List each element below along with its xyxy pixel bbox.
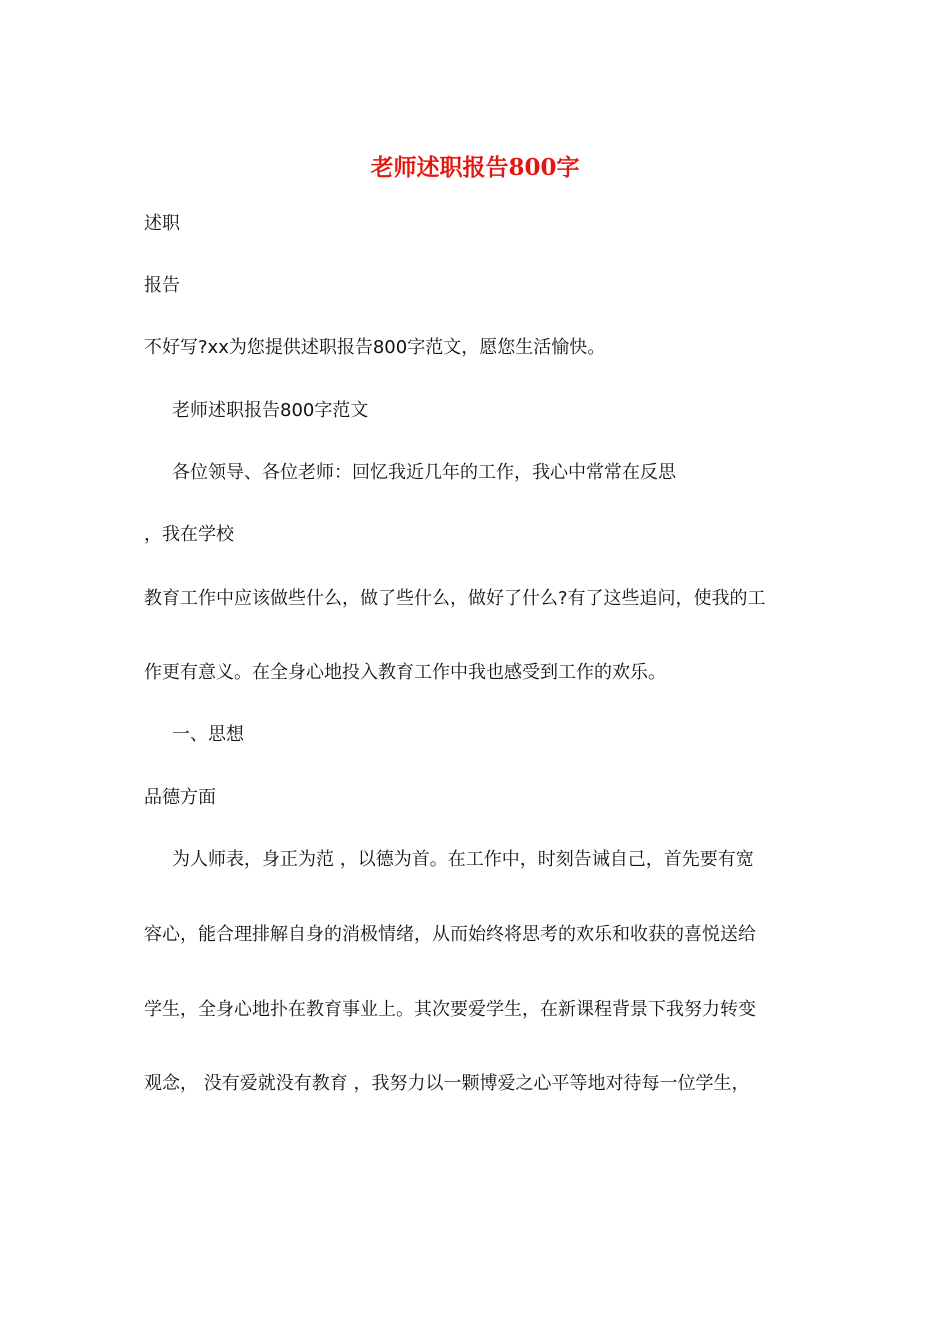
paragraph-line: 老师述职报告800字范文: [172, 400, 369, 421]
paragraph-line: 品德方面: [144, 787, 216, 808]
paragraph-line: 为人师表，身正为范 ，以德为首。在工作中，时刻告诫自己，首先要有宽: [172, 849, 754, 870]
paragraph-line: 容心，能合理排解自身的消极情绪，从而始终将思考的欢乐和收获的喜悦送给: [144, 924, 756, 945]
paragraph-line: 报告: [144, 275, 180, 296]
paragraph-line: 各位领导、各位老师：回忆我近几年的工作，我心中常常在反思: [172, 462, 676, 483]
paragraph-line: ，我在学校: [144, 524, 234, 545]
document-title: 老师述职报告800字: [370, 154, 580, 181]
paragraph-line: 观念， 没有爱就没有教育 ，我努力以一颗博爱之心平等地对待每一位学生，: [144, 1073, 750, 1094]
paragraph-line: 一、思想: [172, 724, 244, 745]
paragraph-line: 不好写?xx为您提供述职报告800字范文，愿您生活愉快。: [144, 337, 606, 358]
paragraph-line: 学生，全身心地扑在教育事业上。其次要爱学生，在新课程背景下我努力转变: [144, 999, 756, 1020]
paragraph-line: 作更有意义。在全身心地投入教育工作中我也感受到工作的欢乐。: [144, 662, 666, 683]
paragraph-line: 教育工作中应该做些什么，做了些什么，做好了什么?有了这些追问，使我的工: [144, 588, 766, 609]
paragraph-line: 述职: [144, 213, 180, 234]
